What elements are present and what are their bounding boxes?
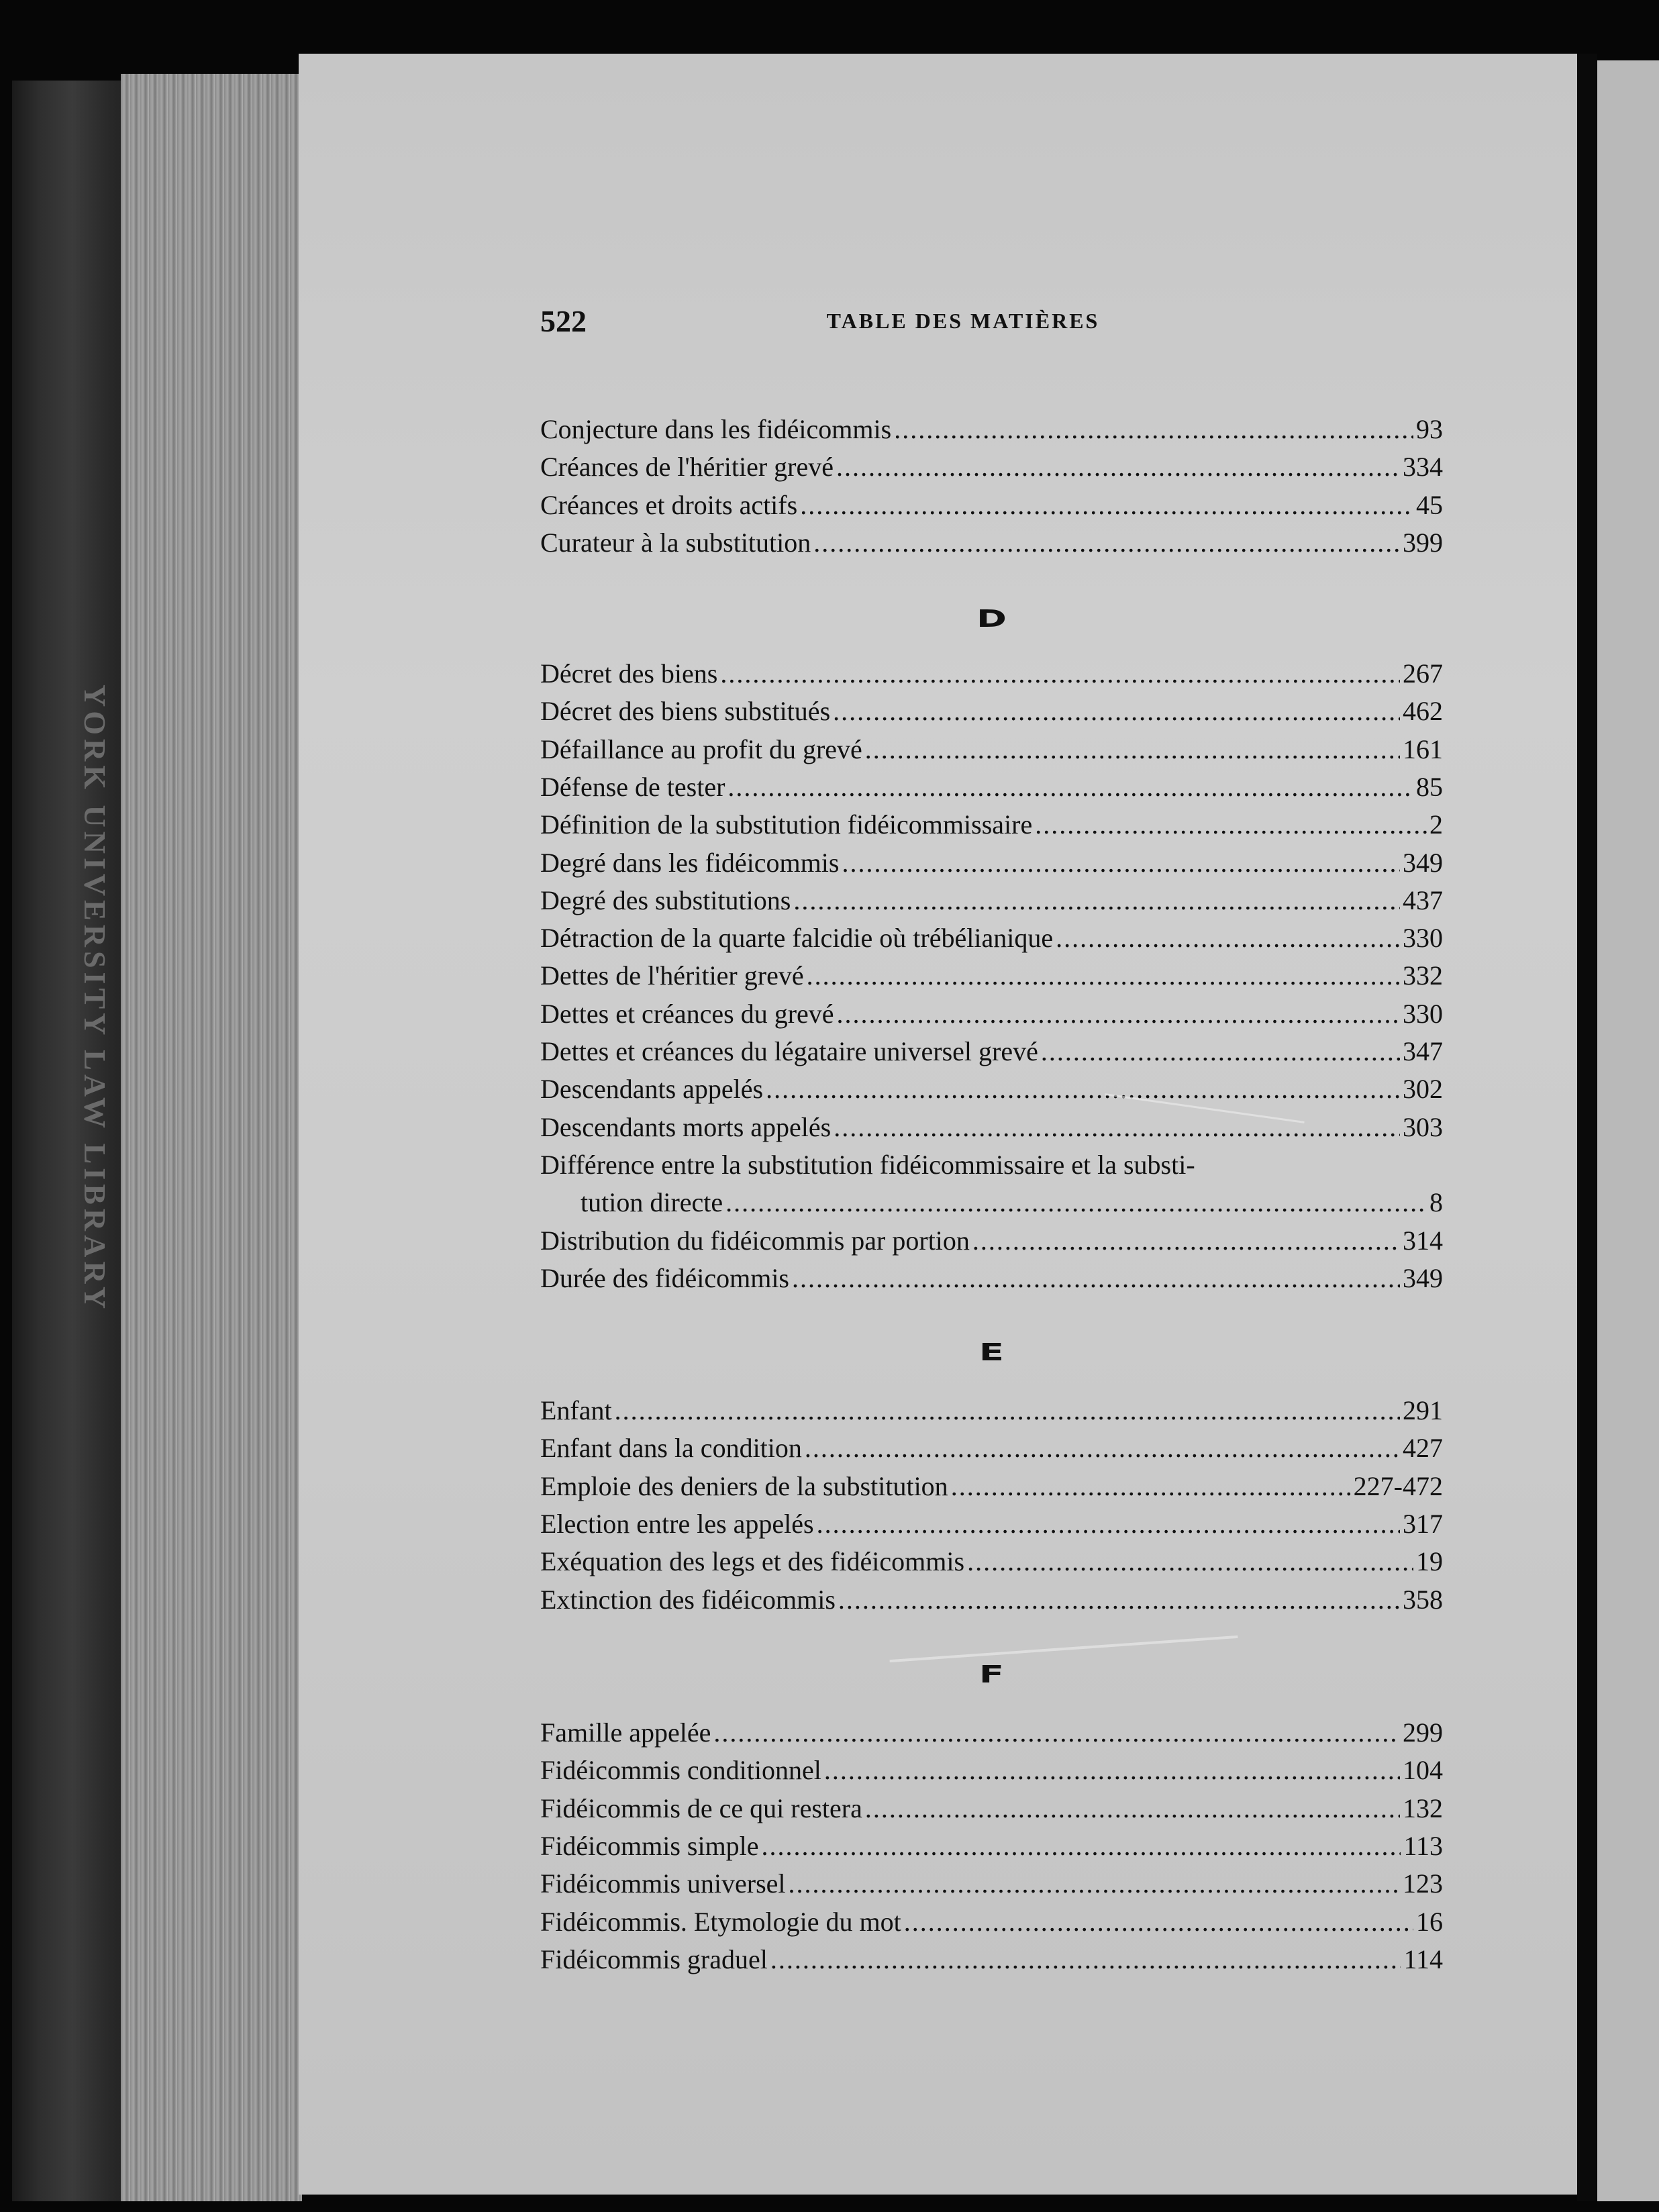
toc-entry-page: 358 bbox=[1403, 1584, 1443, 1615]
dot-leader bbox=[789, 1868, 1400, 1899]
toc-entry bbox=[581, 1187, 1443, 1224]
toc-entry-label: Défaillance au profit du grevé bbox=[540, 734, 862, 764]
dot-leader bbox=[817, 1508, 1400, 1540]
dot-leader bbox=[894, 413, 1413, 445]
dot-leader bbox=[720, 658, 1400, 689]
toc-entry-label: Fidéicommis conditionnel bbox=[540, 1755, 821, 1786]
toc-entry-page: 317 bbox=[1403, 1508, 1443, 1539]
toc-entry-label: Conjecture dans les fidéicommis bbox=[540, 414, 892, 444]
scan-scratch bbox=[889, 1636, 1238, 1662]
toc-entry-page: 332 bbox=[1403, 960, 1443, 991]
toc-entry-page: 2 bbox=[1429, 809, 1443, 840]
dot-leader bbox=[865, 1793, 1400, 1824]
facing-page-edge bbox=[1597, 60, 1659, 2201]
toc-entry bbox=[540, 695, 1443, 733]
toc-entry-page: 85 bbox=[1416, 771, 1443, 802]
toc-entry bbox=[540, 1717, 1443, 1754]
dot-leader bbox=[1041, 1036, 1400, 1067]
toc-entry bbox=[540, 1868, 1443, 1905]
toc-entry-label: Degré dans les fidéicommis bbox=[540, 847, 840, 878]
gutter-shadow bbox=[1577, 54, 1597, 2201]
toc-entry bbox=[540, 809, 1443, 846]
section-letter: D bbox=[976, 605, 1007, 633]
toc-entry-page: 347 bbox=[1403, 1036, 1443, 1066]
toc-entry-page: 302 bbox=[1403, 1074, 1443, 1105]
toc-entry-page: 123 bbox=[1403, 1868, 1443, 1899]
toc-entry bbox=[540, 1546, 1443, 1583]
toc-entry-page: 114 bbox=[1403, 1944, 1443, 1974]
toc-entry-page: 227-472 bbox=[1353, 1470, 1443, 1501]
toc-entry-page: 132 bbox=[1403, 1793, 1443, 1823]
toc-entry-page: 104 bbox=[1403, 1755, 1443, 1786]
dot-leader bbox=[805, 1432, 1400, 1464]
toc-entry-page: 330 bbox=[1403, 998, 1443, 1029]
toc-entry bbox=[540, 771, 1443, 809]
dot-leader bbox=[727, 771, 1413, 803]
toc-entry-label: Exéquation des legs et des fidéicommis bbox=[540, 1546, 965, 1577]
toc-entry-page: 291 bbox=[1403, 1395, 1443, 1425]
toc-entry bbox=[540, 527, 1443, 564]
toc-entry-label: Fidéicommis de ce qui restera bbox=[540, 1793, 862, 1823]
toc-entry bbox=[540, 1470, 1443, 1508]
toc-entry bbox=[540, 1073, 1443, 1111]
toc-entry-page: 334 bbox=[1403, 452, 1443, 483]
toc-entry-label: Décret des biens bbox=[540, 658, 718, 689]
dot-leader bbox=[837, 998, 1400, 1029]
toc-entry-label: Emploie des deniers de la substitution bbox=[540, 1470, 948, 1501]
toc-entry-page: 330 bbox=[1403, 923, 1443, 954]
dot-leader bbox=[1056, 922, 1400, 954]
toc-entry bbox=[540, 734, 1443, 771]
dot-leader bbox=[865, 734, 1400, 765]
toc-entry-label: Fidéicommis. Etymologie du mot bbox=[540, 1906, 901, 1937]
toc-entry bbox=[540, 1111, 1443, 1149]
toc-entry bbox=[540, 885, 1443, 922]
section-letter: F bbox=[979, 1661, 1004, 1689]
toc-entry-label: Détraction de la quarte falcidie où trébélianique bbox=[540, 923, 1054, 954]
toc-entry-page: 45 bbox=[1416, 489, 1443, 520]
dot-leader bbox=[838, 1584, 1400, 1615]
toc-entry-label: Dettes et créances du grevé bbox=[540, 998, 834, 1029]
toc-entry-page: 437 bbox=[1403, 885, 1443, 915]
dot-leader bbox=[904, 1906, 1413, 1938]
dot-leader bbox=[713, 1717, 1400, 1748]
toc-entry-page: 93 bbox=[1416, 414, 1443, 444]
toc-entry bbox=[540, 1584, 1443, 1621]
toc-entry-page: 19 bbox=[1416, 1546, 1443, 1577]
toc-entry-label: Durée des fidéicommis bbox=[540, 1262, 789, 1293]
dot-leader bbox=[834, 1111, 1400, 1143]
toc-entry-label: Descendants morts appelés bbox=[540, 1111, 832, 1142]
toc-entry bbox=[540, 1906, 1443, 1944]
toc-entry-page: 161 bbox=[1403, 734, 1443, 764]
dot-leader bbox=[800, 489, 1413, 521]
toc-entry bbox=[540, 1225, 1443, 1262]
dot-leader bbox=[725, 1187, 1427, 1218]
toc-entry bbox=[540, 1036, 1443, 1073]
dot-leader bbox=[807, 960, 1400, 991]
dot-leader bbox=[836, 451, 1400, 483]
toc-entry-page: 8 bbox=[1429, 1187, 1443, 1218]
toc-entry-label: Décret des biens substitués bbox=[540, 696, 831, 727]
toc-entry bbox=[540, 1395, 1443, 1432]
dot-leader bbox=[824, 1754, 1400, 1786]
toc-entry-label: Définition de la substitution fidéicommissaire bbox=[540, 809, 1033, 840]
toc-entry-label: Créances et droits actifs bbox=[540, 489, 798, 520]
page-number: 522 bbox=[540, 304, 587, 338]
toc-entry-label: Fidéicommis simple bbox=[540, 1830, 759, 1861]
dot-leader bbox=[792, 1262, 1400, 1294]
toc-entry bbox=[540, 922, 1443, 960]
dot-leader bbox=[967, 1546, 1413, 1577]
toc-entry bbox=[540, 413, 1443, 451]
toc-entry-page: 462 bbox=[1403, 696, 1443, 727]
dot-leader bbox=[770, 1944, 1401, 1975]
toc-entry bbox=[540, 489, 1443, 527]
toc-entry-page: 314 bbox=[1403, 1225, 1443, 1256]
toc-entry-label: Enfant bbox=[540, 1395, 612, 1425]
toc-entry-label: Enfant dans la condition bbox=[540, 1433, 802, 1464]
toc-entry-label: Fidéicommis graduel bbox=[540, 1944, 768, 1974]
running-title: TABLE DES MATIÈRES bbox=[826, 309, 1100, 333]
spine-label: YORK UNIVERSITY LAW LIBRARY bbox=[78, 685, 112, 1313]
dot-leader bbox=[951, 1470, 1351, 1502]
toc-entry bbox=[540, 658, 1443, 695]
toc-entry-page: 349 bbox=[1403, 1262, 1443, 1293]
dot-leader bbox=[972, 1225, 1400, 1256]
toc-entry bbox=[540, 1508, 1443, 1546]
dot-leader bbox=[766, 1073, 1400, 1105]
toc-entry-page: 113 bbox=[1403, 1830, 1443, 1861]
page-edges bbox=[121, 74, 302, 2201]
toc-entry-page: 16 bbox=[1416, 1906, 1443, 1937]
toc-entry bbox=[540, 1754, 1443, 1792]
toc-entry-label: Election entre les appelés bbox=[540, 1508, 814, 1539]
dot-leader bbox=[842, 847, 1400, 878]
dot-leader bbox=[615, 1395, 1400, 1426]
toc-entry bbox=[540, 1830, 1443, 1868]
toc-entry-label: Dettes et créances du légataire universel grevé bbox=[540, 1036, 1038, 1066]
toc-entry-label: Créances de l'héritier grevé bbox=[540, 452, 834, 483]
dot-leader bbox=[762, 1830, 1401, 1862]
toc-entry bbox=[540, 960, 1443, 997]
toc-entry-page: 399 bbox=[1403, 527, 1443, 558]
dot-leader bbox=[793, 885, 1400, 916]
toc-entry-page: 299 bbox=[1403, 1717, 1443, 1748]
toc-entry-label: Défense de tester bbox=[540, 771, 725, 802]
toc-entry-label: tution directe bbox=[581, 1187, 723, 1218]
section-letter: E bbox=[979, 1339, 1004, 1366]
toc-entry-label: Différence entre la substitution fidéicommissaire et la substi- bbox=[540, 1149, 1195, 1180]
toc-entry-label: Distribution du fidéicommis par portion bbox=[540, 1225, 970, 1256]
toc-entry bbox=[540, 847, 1443, 885]
toc-entry-label: Descendants appelés bbox=[540, 1074, 764, 1105]
toc-entry-label: Famille appelée bbox=[540, 1717, 711, 1748]
toc-entry bbox=[540, 1432, 1443, 1470]
toc-entry bbox=[540, 1793, 1443, 1830]
toc-entry-label: Dettes de l'héritier grevé bbox=[540, 960, 804, 991]
page bbox=[299, 54, 1577, 2195]
toc-entry-label: Curateur à la substitution bbox=[540, 527, 811, 558]
toc-entry-page: 427 bbox=[1403, 1433, 1443, 1464]
dot-leader bbox=[1035, 809, 1427, 840]
toc-entry-label: Extinction des fidéicommis bbox=[540, 1584, 836, 1615]
toc-entry bbox=[540, 1944, 1443, 1981]
toc-entry-page: 303 bbox=[1403, 1111, 1443, 1142]
toc-entry-page: 267 bbox=[1403, 658, 1443, 689]
page-header bbox=[540, 303, 1453, 344]
dot-leader bbox=[813, 527, 1400, 558]
toc-entry-page: 349 bbox=[1403, 847, 1443, 878]
dot-leader bbox=[833, 695, 1400, 727]
toc-entry bbox=[540, 998, 1443, 1036]
toc-entry bbox=[540, 451, 1443, 489]
toc-entry bbox=[540, 1262, 1443, 1300]
toc-entry-label: Fidéicommis universel bbox=[540, 1868, 786, 1899]
toc-entry-label: Degré des substitutions bbox=[540, 885, 791, 915]
toc-entry bbox=[540, 1149, 1443, 1187]
